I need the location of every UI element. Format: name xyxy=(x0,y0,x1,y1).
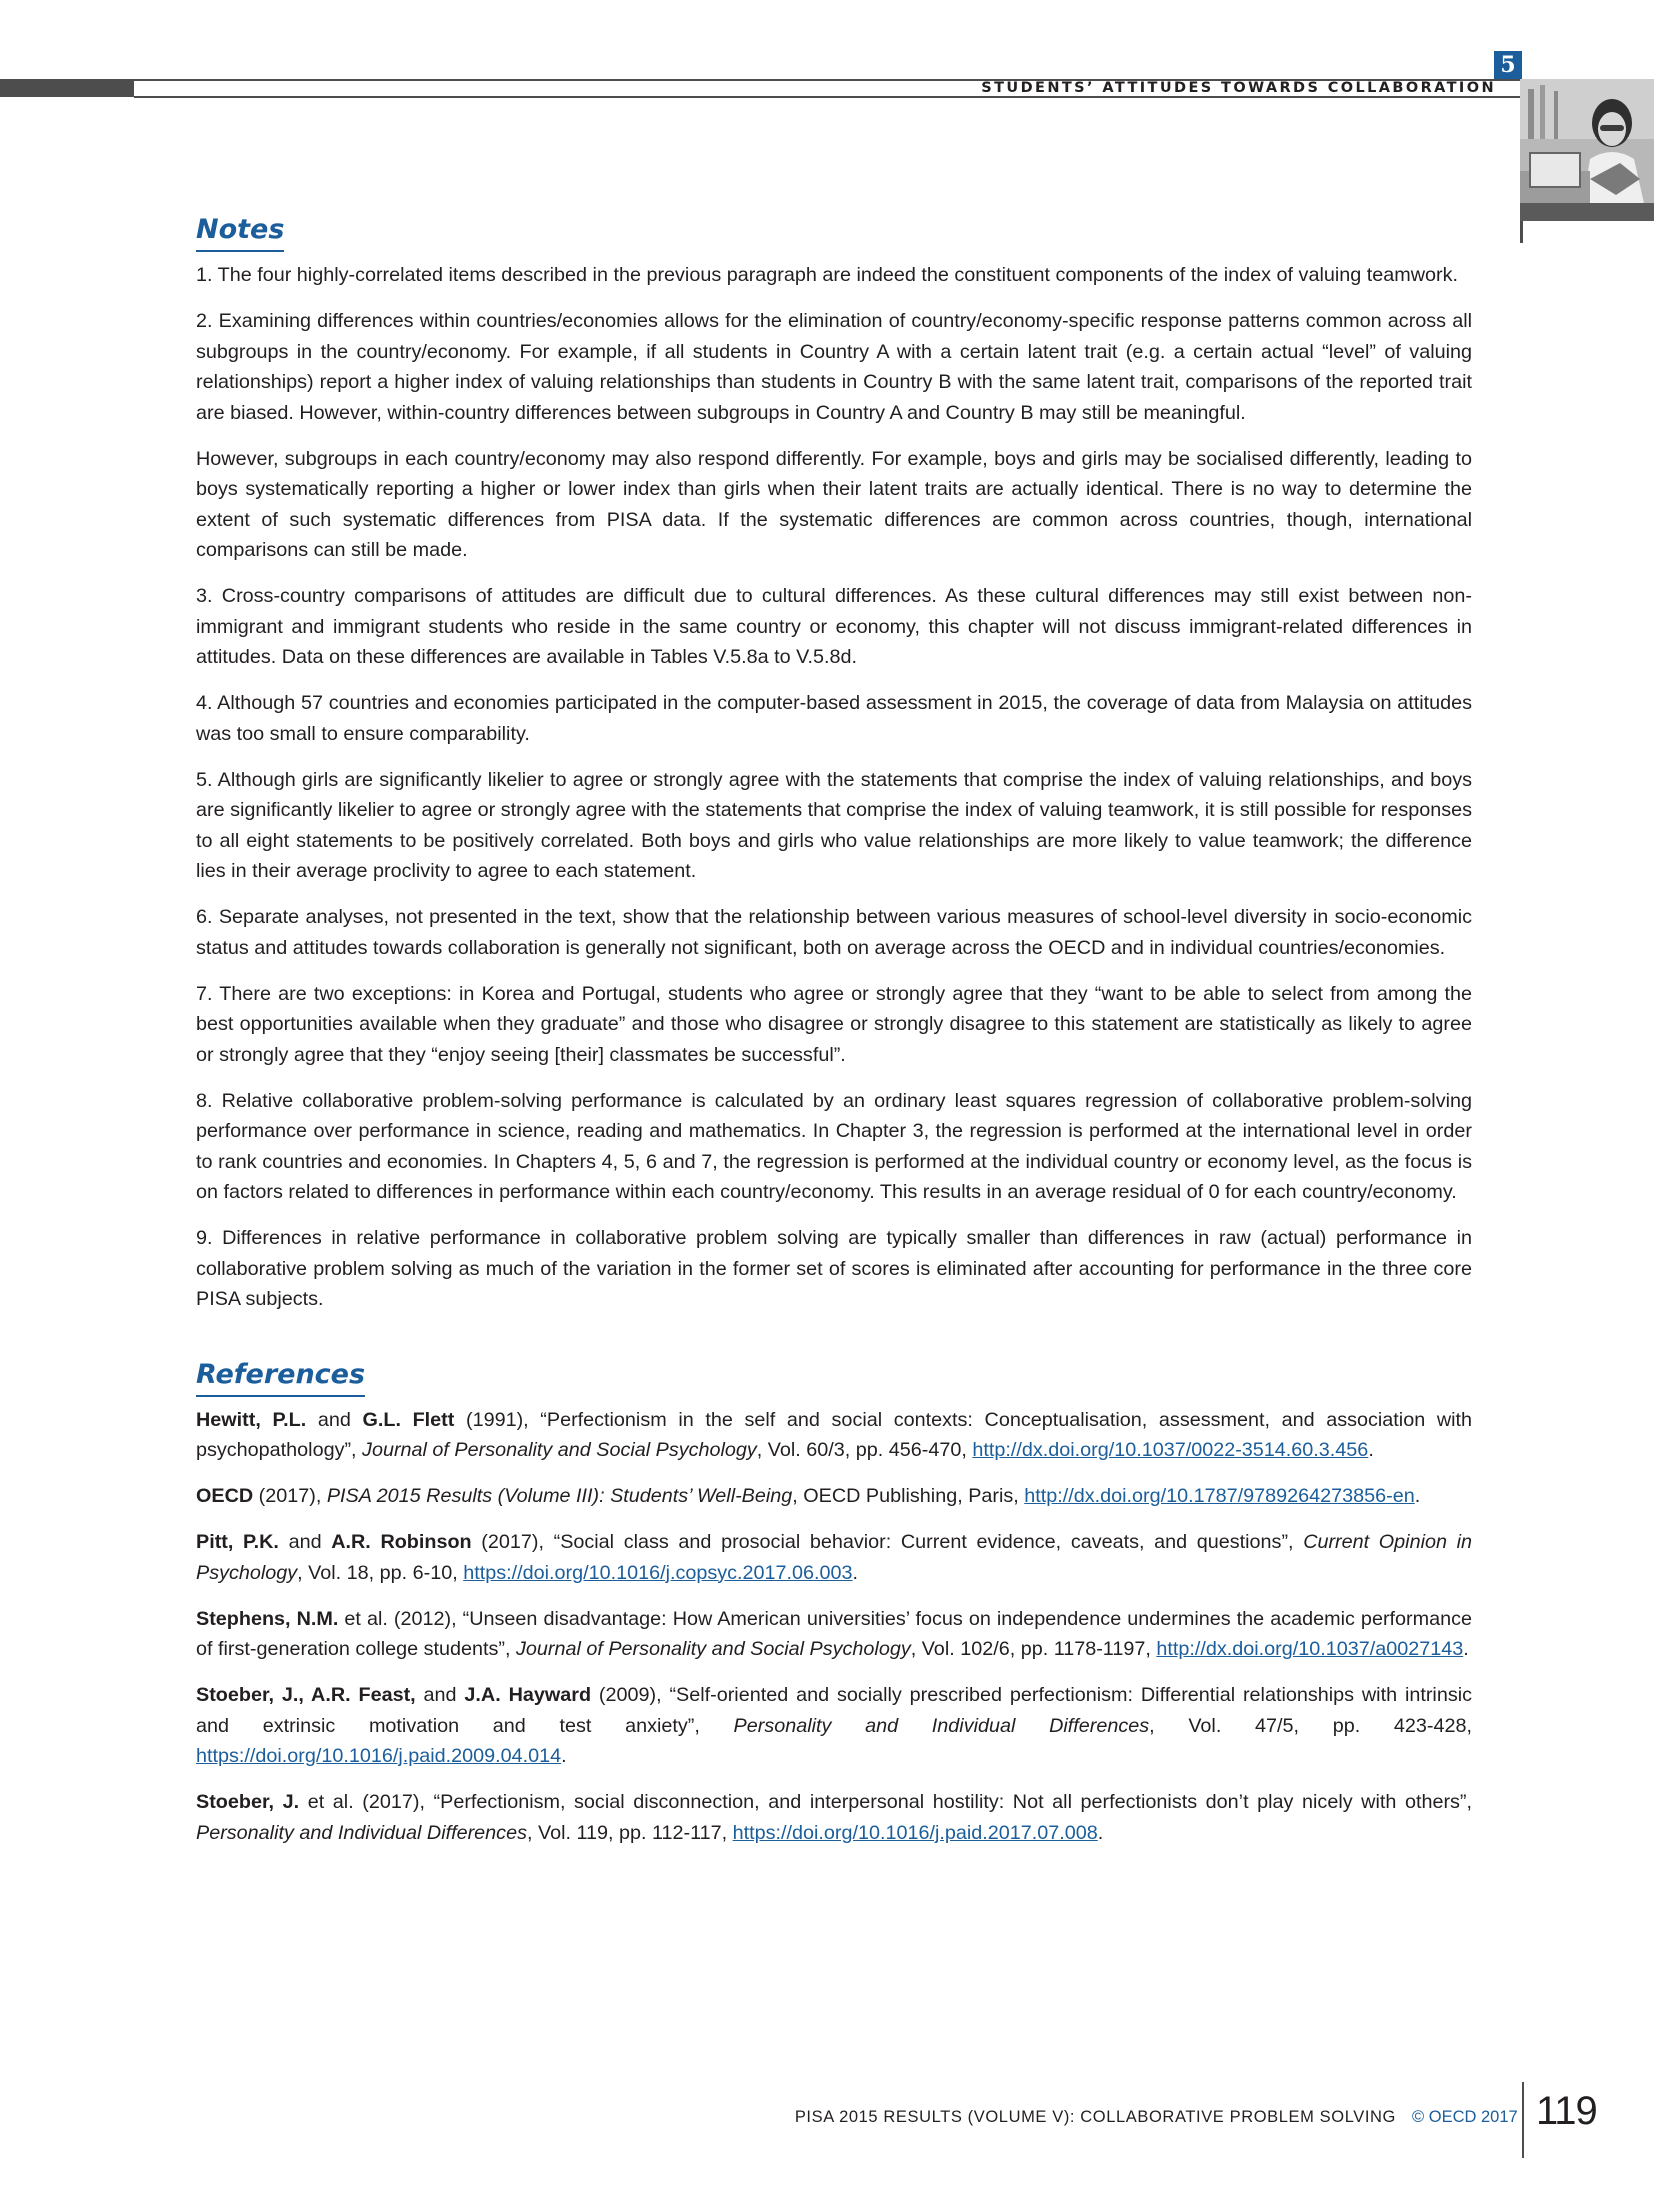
reference-journal: Personality and Individual Differences xyxy=(196,1821,527,1844)
student-laptop-photo xyxy=(1520,79,1654,221)
note-6: 6. Separate analyses, not presented in the text, show that the relationship between various measures of school-level diversity in socio-economic status and attitudes towards collaboration is generally not significant, both on average across the OECD and in individual countries/economies. xyxy=(196,906,1472,959)
reference-journal: Current Opinion in Psychology xyxy=(196,1531,1473,1584)
reference-details: , Vol. 60/3, pp. 456-470, xyxy=(756,1439,973,1461)
note-9: 9. Differences in relative performance in collaborative problem solving are typically smaller than differences in raw (actual) performance in collaborative problem solving as much of the variation in the former set of scores is eliminated after accounting for performance in the three core PISA subjects. xyxy=(196,1227,1472,1310)
note-8: 8. Relative collaborative problem-solving performance is calculated by an ordinary least squares regression of collaborative problem-solving performance over performance in science, reading and mathematics. In Chapter 3, the regression is performed at the international level in order to rank countries and economies. In Chapters 4, 5, 6 and 7, the regression is performed at the individual country or economy level, as the focus is on factors related to differences in performance within each country/economy. This results in an average residual of 0 for each country/economy. xyxy=(196,1089,1472,1203)
reference-journal: PISA 2015 Results (Volume III): Students’ Well-Being xyxy=(326,1485,793,1507)
reference-entry xyxy=(196,1680,1472,1772)
reference-author: Pitt, P.K. xyxy=(196,1531,279,1553)
reference-author2: G.L. Flett xyxy=(362,1408,455,1431)
references-heading: References xyxy=(196,1355,365,1397)
reference-author: Hewitt, P.L. xyxy=(196,1408,307,1431)
reference-end: . xyxy=(1368,1439,1374,1461)
reference-link[interactable]: https://doi.org/10.1016/j.paid.2009.04.014 xyxy=(196,1745,562,1767)
reference-text: (2017), “Social class and prosocial behavior: Current evidence, caveats, and questions”, xyxy=(471,1531,1304,1553)
reference-author: OECD xyxy=(196,1485,254,1507)
reference-link[interactable]: http://dx.doi.org/10.1037/a0027143 xyxy=(1156,1638,1464,1660)
footer-publication-title: PISA 2015 RESULTS (VOLUME V): COLLABORATIVE PROBLEM SOLVING xyxy=(794,2108,1396,2126)
note-3: 3. Cross-country comparisons of attitudes are difficult due to cultural differences. As these cultural differences may still exist between non-immigrant and immigrant students who reside in the same country or economy, this chapter will not discuss immigrant-related differences in attitudes. Data on these differences are available in Tables V.5.8a to V.5.8d. xyxy=(196,585,1472,668)
reference-author: Stephens, N.M. xyxy=(196,1607,339,1630)
photo-rule xyxy=(1520,221,1523,243)
header-rule-bottom xyxy=(134,96,1520,98)
note-1: 1. The four highly-correlated items described in the previous paragraph are indeed the constituent components of the index of valuing teamwork. xyxy=(196,264,1458,286)
reference-entry xyxy=(196,1481,1472,1512)
reference-author-join: and xyxy=(306,1408,363,1431)
reference-link[interactable]: https://doi.org/10.1016/j.copsyc.2017.06.003 xyxy=(463,1561,853,1584)
reference-text: (2009), “Self-oriented and socially prescribed perfectionism: Differential relationships with intrinsic and extrinsic motivation and test anxiety”, xyxy=(196,1684,1472,1737)
reference-end: . xyxy=(561,1745,567,1767)
reference-details: , Vol. 47/5, pp. 423-428, xyxy=(1149,1714,1472,1737)
reference-text: (1991), “Perfectionism in the self and social contexts: Conceptualisation, assessment, and association with psychopathology”, xyxy=(196,1408,1473,1461)
reference-details: , Vol. 119, pp. 112-117, xyxy=(526,1821,733,1844)
reference-link[interactable]: https://doi.org/10.1016/j.paid.2017.07.008 xyxy=(732,1821,1098,1844)
note-7: 7. There are two exceptions: in Korea and Portugal, students who agree or strongly agree that they “want to be able to select from among the best opportunities available when they graduate” and those who disagree or strongly disagree to this statement are statistically as likely to agree or strongly agree that they “enjoy seeing [their] classmates be successful”. xyxy=(196,982,1472,1066)
reference-entry xyxy=(196,1527,1472,1588)
chapter-photo xyxy=(1520,79,1654,221)
reference-text: et al. (2017), “Perfectionism, social disconnection, and interpersonal hostility: Not all perfectionists don’t play nicely with others”, xyxy=(299,1791,1473,1813)
page-number: 119 xyxy=(1536,2089,1597,2133)
chapter-number-badge: 5 xyxy=(1494,51,1522,79)
reference-details: , OECD Publishing, Paris, xyxy=(792,1485,1025,1507)
running-head: STUDENTS’ ATTITUDES TOWARDS COLLABORATION xyxy=(981,80,1496,96)
reference-details: , Vol. 102/6, pp. 1178-1197, xyxy=(910,1638,1157,1660)
reference-entry xyxy=(196,1604,1472,1665)
reference-link[interactable]: http://dx.doi.org/10.1037/0022-3514.60.3.456 xyxy=(972,1439,1369,1461)
reference-author-join: and xyxy=(278,1531,332,1553)
note-2-continued: However, subgroups in each country/economy may also respond differently. For example, boys and girls may be socialised differently, leading to boys systematically reporting a higher or lower index than girls when their latent traits are actually identical. There is no way to determine the extent of such systematic differences from PISA data. If the systematic differences are common across countries, though, international comparisons can still be made. xyxy=(196,447,1472,561)
reference-journal: Personality and Individual Differences xyxy=(733,1714,1150,1737)
main-content xyxy=(196,210,1472,1864)
note-2: 2. Examining differences within countries/economies allows for the elimination of country/economy-specific response patterns common across all subgroups in the country/economy. For example, if all students in Country A with a certain latent trait (e.g. a certain actual “level” of valuing relationships) report a higher index of valuing relationships than students in Country B with the same latent trait, comparisons of the reported trait are biased. However, within-country differences between subgroups in Country A and Country B may still be meaningful. xyxy=(196,310,1472,424)
reference-author2: J.A. Hayward xyxy=(464,1684,592,1706)
reference-author: Stoeber, J., A.R. Feast, xyxy=(196,1684,416,1706)
reference-link[interactable]: http://dx.doi.org/10.1787/9789264273856-en xyxy=(1024,1485,1415,1507)
reference-text: (2017), xyxy=(253,1485,327,1507)
notes-heading: Notes xyxy=(196,210,284,252)
reference-author2: A.R. Robinson xyxy=(331,1531,472,1553)
reference-end: . xyxy=(1463,1638,1469,1660)
header-bar xyxy=(0,79,134,97)
reference-entry xyxy=(196,1405,1472,1466)
reference-author-join: and xyxy=(415,1684,465,1706)
reference-details: , Vol. 18, pp. 6-10, xyxy=(297,1561,464,1584)
note-5: 5. Although girls are significantly likelier to agree or strongly agree with the statements that comprise the index of valuing relationships, and boys are significantly likelier to agree or strongly agree with the statements that comprise the index of valuing teamwork, it is still possible for responses to all eight statements to be positively correlated. Both boys and girls who value relationships are more likely to value teamwork; the difference lies in their average proclivity to agree to each statement. xyxy=(196,768,1472,882)
references-heading-wrap xyxy=(196,1355,1472,1397)
reference-author: Stoeber, J. xyxy=(196,1791,300,1813)
reference-journal: Journal of Personality and Social Psychology xyxy=(515,1638,911,1660)
note-4: 4. Although 57 countries and economies participated in the computer-based assessment in 2015, the coverage of data from Malaysia on attitudes was too small to ensure comparability. xyxy=(196,692,1472,745)
reference-text: et al. (2012), “Unseen disadvantage: How American universities’ focus on independence undermines the academic performance of first-generation college students”, xyxy=(196,1607,1472,1660)
footer-divider xyxy=(1522,2082,1524,2158)
reference-end: . xyxy=(1414,1485,1421,1507)
reference-entry xyxy=(196,1787,1472,1848)
reference-end: . xyxy=(852,1561,859,1584)
notes-heading-wrap xyxy=(196,210,1472,252)
reference-journal: Journal of Personality and Social Psychology xyxy=(362,1439,757,1461)
reference-end: . xyxy=(1097,1821,1104,1844)
footer-copyright: © OECD 2017 xyxy=(1412,2108,1518,2126)
